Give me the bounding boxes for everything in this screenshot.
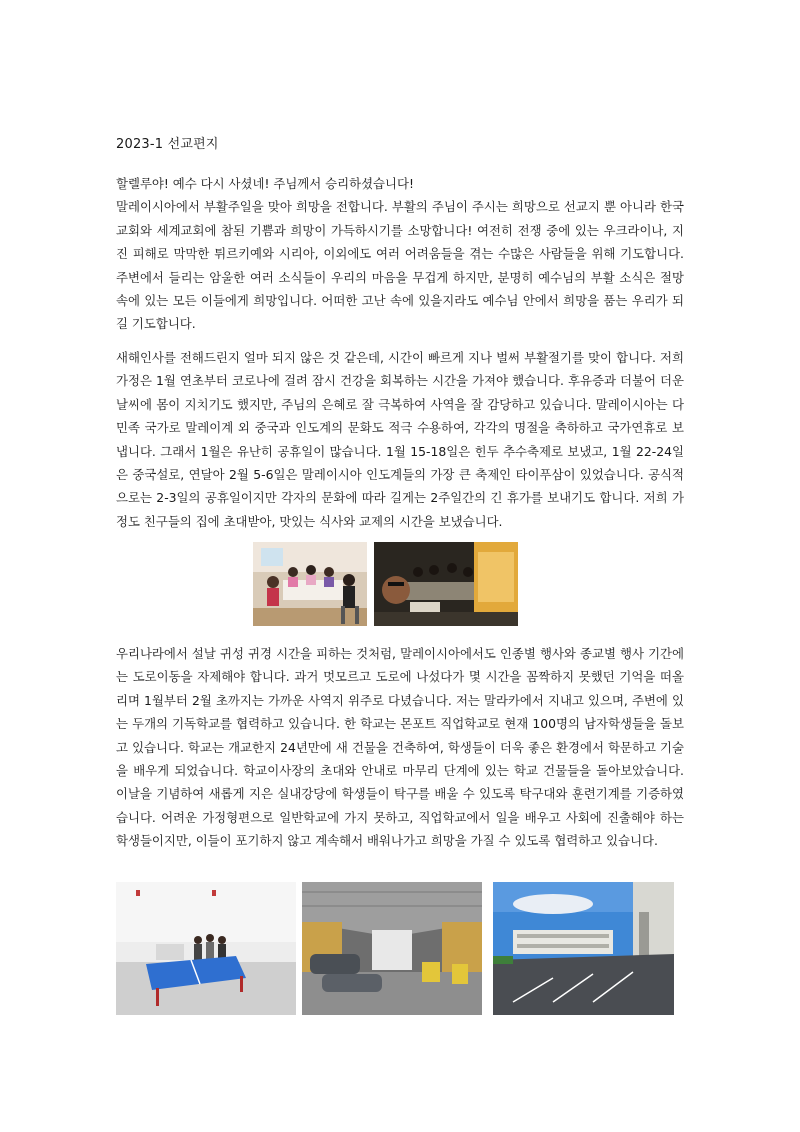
family-dinner-photo <box>253 542 367 626</box>
second-paragraph-section <box>116 346 684 533</box>
intro-section <box>116 172 684 336</box>
third-paragraph-section <box>116 642 684 853</box>
new-year-paragraph: 새해인사를 전해드린지 얼마 되지 않은 것 같은데, 시간이 빠르게 지나 벌써 부활절기를 맞이 합니다. 저희 가정은 1월 연초부터 코로나에 걸려 잠시 건강을 회복하는 시간을 가져야 했습니다. 후유증과 더불어 더운 날씨에 몸이 지치기도 했지만, 주님의 은혜로 잘 극복하여 사역을 잘 감당하고 있습니다. 말레이시아는 다민족 국가로 말레이계 외 중국과 인도계의 문화도 적극 수용하여, 각각의 명절을 축하하고 국가연휴로 보냅니다. 그래서 1월은 유난히 공휴일이 많습니다. 1월 15-18일은 힌두 추수축제로 보냈고, 1월 22-24일은 중국설로, 연달아 2월 5-6일은 말레이시아 인도계들의 가장 큰 축제인 타이푸삼이 있었습니다. 공식적으로는 2-3일의 공휴일이지만 각자의 문화에 따라 길게는 2주일간의 긴 휴가를 보내기도 합니다. 저희 가정도 친구들의 집에 초대받아, 맛있는 식사와 교제의 시간을 보냈습니다. <box>116 350 684 529</box>
intro-paragraph: 말레이시아에서 부활주일을 맞아 희망을 전합니다. 부활의 주님이 주시는 희망으로 선교지 뿐 아니라 한국교회와 세계교회에 참된 기쁨과 희망이 가득하시기를 소망합니다! 여전히 전쟁 중에 있는 우크라이나, 지진 피해로 막막한 튀르키예와 시리아, 이외에도 여러 어려움들을 겪는 수많은 사람들을 위해 기도합니다. 주변에서 들리는 암울한 여러 소식들이 우리의 마음을 무겁게 하지만, 분명히 예수님의 부활 소식은 절망 속에 있는 모든 이들에게 희망입니다. 어떠한 고난 속에 있을지라도 예수님 안에서 희망을 품는 우리가 되길 기도합니다. <box>116 199 684 332</box>
workshop-photo <box>302 882 482 1015</box>
ping-pong-hall-photo <box>116 882 296 1015</box>
school-building-photo <box>493 882 674 1015</box>
document-title: 2023-1 선교편지 <box>116 137 219 152</box>
friends-dinner-photo <box>374 542 518 626</box>
greeting-line: 할렐루야! 예수 다시 사셨네! 주님께서 승리하셨습니다! <box>116 176 414 191</box>
school-paragraph: 우리나라에서 설날 귀성 귀경 시간을 피하는 것처럼, 말레이시아에서도 인종별 행사와 종교별 행사 기간에는 도로이동을 자제해야 합니다. 과거 멋모르고 도로에 나섰다가 몇 시간을 꼼짝하지 못했던 기억을 떠올리며 1월부터 2월 초까지는 가까운 사역지 위주로 다녔습니다. 저는 말라카에서 지내고 있으며, 주변에 있는 두개의 기독학교를 협력하고 있습니다. 한 학교는 몬포트 직업학교로 현재 100명의 남자학생들을 돌보고 있습니다. 학교는 개교한지 24년만에 새 건물을 건축하여, 학생들이 더욱 좋은 환경에서 학문하고 기술을 배우게 되었습니다. 학교이사장의 초대와 안내로 마무리 단계에 있는 학교 건물들을 돌아보았습니다. 이날을 기념하여 새롭게 지은 실내강당에 학생들이 탁구를 배울 수 있도록 탁구대와 훈련기계를 기증하였습니다. 어려운 가정형편으로 일반학교에 가지 못하고, 직업학교에서 일을 배우고 사회에 진출해야 하는 학생들이지만, 이들이 포기하지 않고 계속해서 배워나가고 희망을 가질 수 있도록 협력하고 있습니다. <box>116 646 684 849</box>
